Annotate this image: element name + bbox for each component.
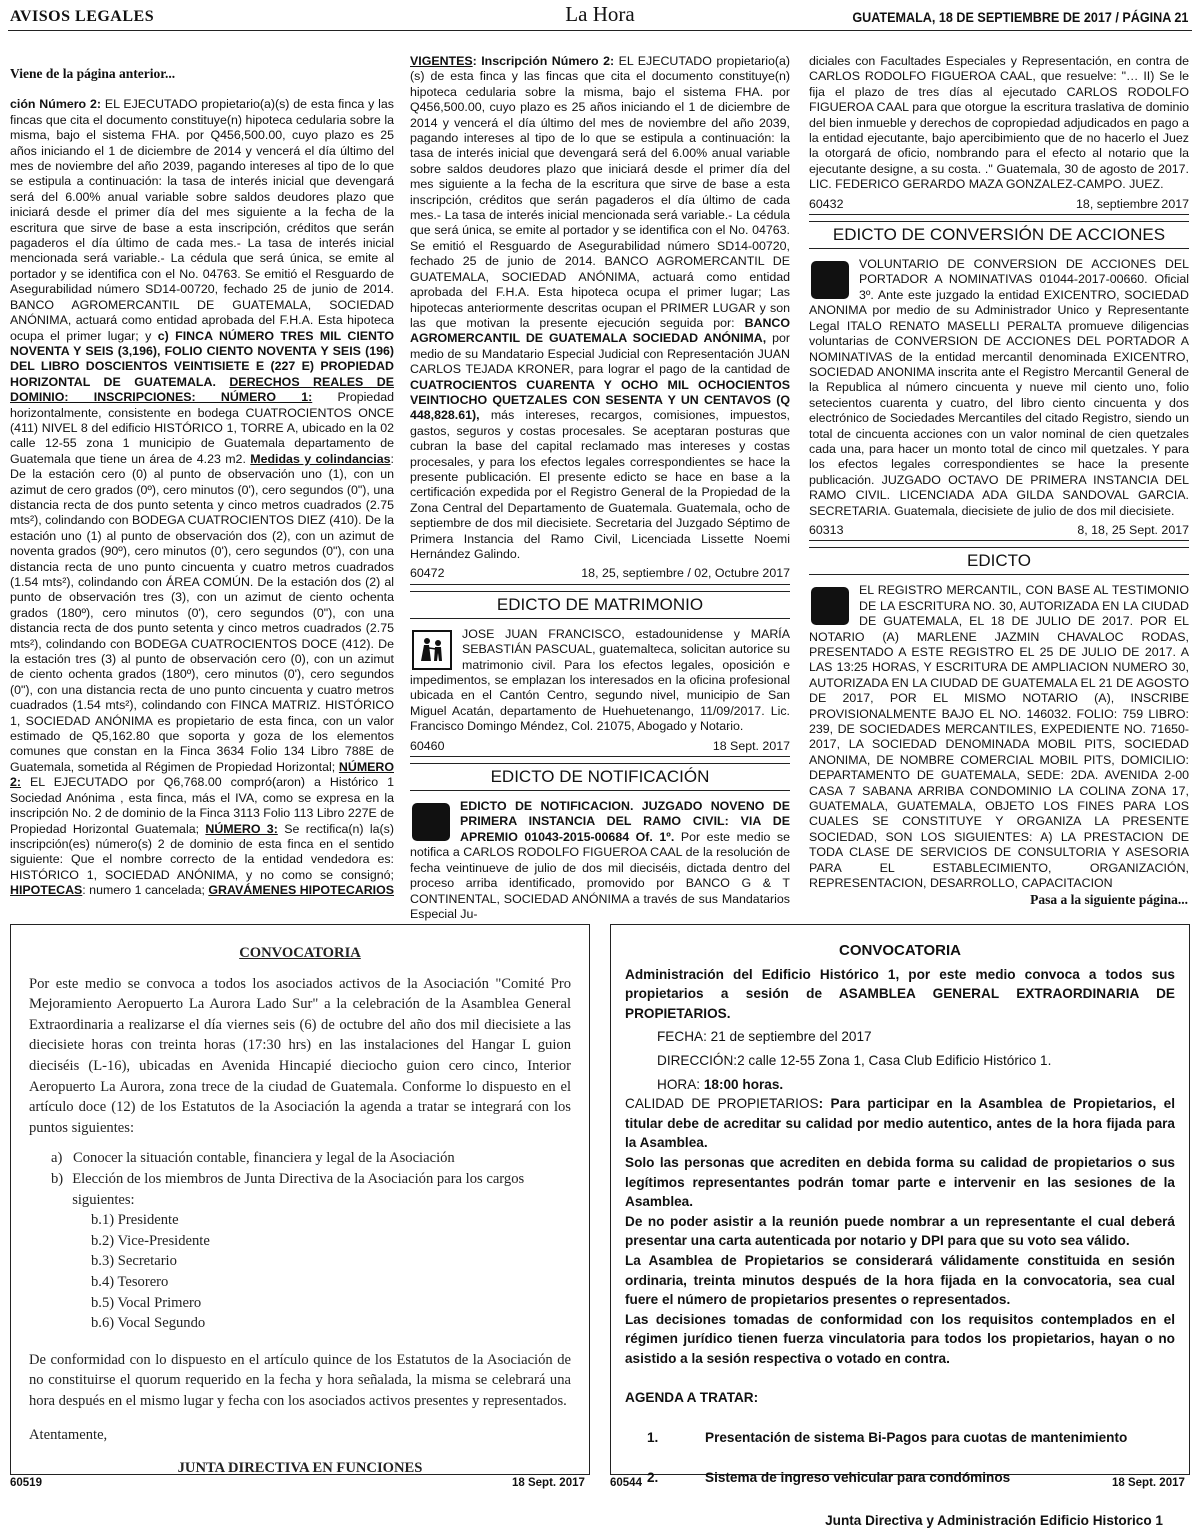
item-text: Conocer la situación contable, financiera y legal de la Asociación	[73, 1150, 455, 1167]
hora-line	[657, 1075, 1175, 1095]
body-text: EL REGISTRO MERCANTIL, CON BASE AL TESTIMONIO DE LA ESCRITURA NO. 30, AUTORIZADA EN LA CIUDAD DE GUATEMALA, EL 18 DE JULIO DE 2017. POR EL NOTARIO (A) MARLENE JAZMIN CHAVALOC RODAS, PRESENTADO A ESTE REGISTRO EL 25 DE JULIO DE 2017. A LAS 13:25 HORAS, Y ESCRITURA DE AMPLIACION NUMERO 30, AUTORIZADA EN LA CIUDAD DE GUATEMALA EL 21 DE AGOSTO DE 2017, POR EL MISMO NOTARIO (A), INSCRIBE PROVISIONALMENTE BAJO EL NO. 146032. FOLIO: 759 LIBRO: 239, DE SOCIEDADES MERCANTILES, EXPEDIENTE NO. 71650-2017, LA SOCIEDAD DENOMINADA MOBIL PITS, SOCIEDAD ANONIMA, DE NOMBRE COMERCIAL MOBIL PITS, DOMICILIO: DEPARTAMENTO DE GUATEMALA, SEDE: 2DA. AVENIDA 2-00 CASA 7 SABANA ARRIBA CONDOMINIO LA COLINA ZONA 17, GUATEMALA, GUATEMALA, OBJETO LOS FINES PARA LOS CUALES SE CONSTITUYE Y ORGANIZA LA PRESENTE SOCIEDAD, SON LOS SIGUIENTES: A) LA PRESTACION DE TODA CLASE DE SERVICIOS DE CONSULTORIA Y ASESORIA PARA EL ESTABLECIMIENTO, ORGANIZACIÓN, REPRESENTACION, DESARROLLO, CAPACITACION	[809, 583, 1189, 891]
underlined-heading: VIGENTES	[410, 54, 473, 68]
direccion-line	[657, 1051, 1175, 1071]
col3-paragraph-1: diciales con Facultades Especiales y Representación, en contra de CARLOS RODOLFO FIGUEROA CAAL, que resuelve: "… II) Se le fija el plazo de tres días al ejecutado CARLOS RODOLFO FIGUEROA CAAL para que otorgue la escritura traslativa de dominio del bien inmueble y derechos de copropiedad adjudicados en pago a la entidad ejecutante, bajo apercibimiento que de no hacerlo el Juez la otorgará de oficio, nombrando para el efecto al notario que la ejecutante designe, a su costa. ." Guatemala, 30 de agosto de 2017. LIC. FEDERICO GERARDO MAZA GONZALEZ-CAMPO. JUEZ.	[809, 54, 1189, 192]
bold-text: : Inscripción Número 2:	[472, 54, 615, 68]
calidad-paragraph	[625, 1094, 1175, 1153]
body-text: EL EJECUTADO por Q6,768.00 compró(aron) a Histórico 1 Sociedad Anónima , esta finca, más el IVA, como se expresa en la inscripción No. 2 de dominio de la Finca 3113 Folio 113 Libro 227E de Propiedad Horizontal Guatemala;	[10, 775, 394, 836]
sub-item: b.1) Presidente	[91, 1212, 179, 1229]
box-closing: De conformidad con lo dispuesto en el artículo quince de los Estatutos de la Asociación de no constituirse el quorum requerido en la fecha y hora señalada, la misma se celebrará una hora después en el mismo lugar y fecha con los asociados activos presentes y representados.	[29, 1351, 571, 1409]
box-regards: Atentamente,	[29, 1427, 108, 1444]
sub-item: b.5) Vocal Primero	[91, 1294, 202, 1311]
box-paragraph: Las decisiones tomadas de conformidad con los requisitos contemplados en el régimen jurídico tienen fuerza vinculatoria para todos los propietarios, hayan o no asistido a la sesión respectiva o votado en contra.	[625, 1311, 1175, 1366]
body-text: Se rectifica(n) la(s) inscripción(es) número(s) 2 de dominio de esta finca en el sentido siguiente: Que el nombre correcto de la entidad vendedora es: HISTÓRICO 1, SOCIEDAD ANÓNIMA, y no como se consignó;	[10, 821, 394, 882]
sub-item: b.2) Vice-Presidente	[91, 1232, 210, 1249]
ad-code-line	[809, 523, 1189, 541]
box-paragraph: Solo las personas que acrediten en debida forma su calidad de propietarios o sus legítimos representantes podrán tomar parte e intervenir en las sesiones de la Asamblea.	[625, 1154, 1175, 1210]
fecha-label: FECHA:	[657, 1029, 707, 1045]
footer-left-date: 18 Sept. 2017	[512, 1477, 585, 1489]
page-header	[0, 0, 1200, 36]
item-letter: a)	[51, 1150, 63, 1167]
edicto-notice	[809, 583, 1189, 891]
continued-from-label: Viene de la página anterior...	[10, 66, 176, 81]
section-title: AVISOS LEGALES	[10, 8, 155, 25]
agenda-number: 1.	[647, 1430, 659, 1446]
column-3	[809, 54, 1189, 896]
column-2	[410, 54, 791, 921]
underlined-heading: DERECHOS REALES DE DOMINIO: INSCRIPCIONES: NÚMERO 1:	[10, 374, 394, 405]
item-text: Elección de los miembros de Junta Directiva de la Asociación para los cargos siguientes:	[72, 1170, 525, 1208]
fecha-line	[657, 1027, 1175, 1047]
ad-code: 60460	[410, 738, 445, 753]
black-square-icon	[811, 261, 849, 299]
agenda-item	[625, 1428, 1175, 1448]
box-paragraph: De no poder asistir a la reunión puede nombrar a un representante el cual deberá presentar una carta autenticada por notario y DPI para que su voto sea válido.	[625, 1213, 1175, 1249]
ad-code-line	[410, 739, 790, 757]
notificacion-notice	[410, 799, 790, 922]
footer-right-code: 60544	[610, 1477, 642, 1489]
agenda-number: 2.	[647, 1469, 659, 1485]
date-page-label: GUATEMALA, 18 DE SEPTIEMBRE DE 2017 / PÁGINA 21	[851, 9, 1188, 25]
body-text: EL EJECUTADO propietario(a)(s) de esta finca y las fincas que cita el documento constituye(n) hipoteca cedularia sobre la misma, bajo el sistema FHA. por Q456,500.00, cuyo plazo es 25 años iniciando el 1 de diciembre de 2014 y vencerá el día último del mes de noviembre del año 2039, pagando intereses al tipo de lo que se estipula a continuación: la tasa de interés inicial que devengará será del 6.00% anual variable sobre saldos deudores plazo que iniciará desde el primer día del mes siguiente a la fecha de la escritura que sirve de base a esta inscripción, créditos que serán pagaderos el día último de cada mes.- La tasa de interés inicial mencionada será variable.- La cédula que será única, se emite al portador y se identifica con el No. 04763. Se emitió el Resguardo de Asegurabilidad número SD14-00720, fechado 25 de junio de 2014. BANCO AGROMERCANTIL DE GUATEMALA, SOCIEDAD ANÓNIMA, actuará como entidad aprobada del F.H.A. Esta hipoteca ocupa el primer lugar; Las hipotecas anteriormente descritas ocupan el PRIMER LUGAR y son las que motivan la presente ejecución seguida por:	[410, 54, 791, 330]
section-heading-conversion: EDICTO DE CONVERSIÓN DE ACCIONES	[809, 221, 1189, 249]
wedding-couple-icon	[412, 630, 452, 670]
direccion-value: 2 calle 12-55 Zona 1, Casa Club Edificio Histórico 1.	[737, 1052, 1052, 1068]
hora-label: HORA:	[657, 1076, 701, 1092]
ad-code: 60313	[809, 522, 844, 537]
body-text: Propiedad horizontalmente, consistente en bodega CUATROCIENTOS ONCE (411) NIVEL 8 del edificio HISTÓRICO 1, TORRE A, ubicado en la 02 calle 12-55 zona 1 municipio de Guatemala departamento de Guatemala que tiene un área de 4.23 m2.	[10, 390, 394, 466]
section-heading-notificacion: EDICTO DE NOTIFICACIÓN	[410, 763, 790, 791]
agenda-item	[51, 1148, 571, 1169]
ad-code: 60472	[410, 566, 445, 581]
section-heading-edicto: EDICTO	[809, 547, 1189, 575]
calidad-label: CALIDAD DE PROPIETARIOS	[625, 1096, 819, 1112]
newspaper-logo: La Hora	[565, 2, 635, 26]
ad-dates: 18 Sept. 2017	[712, 738, 790, 753]
conversion-notice	[809, 257, 1189, 519]
section-heading-matrimonio: EDICTO DE MATRIMONIO	[410, 591, 790, 619]
box-paragraph: La Asamblea de Propietarios se considerará válidamente constituida en sesión ordinaria, treinta minutos después de la hora fijada en la convocatoria, sea cual fuere el número de propietarios presentes o representados.	[625, 1252, 1175, 1308]
bold-text: CUATROCIENTOS CUARENTA Y OCHO MIL OCHOCIENTOS VEINTIOCHO QUETZALES CON SESENTA Y UN CENTAVOS (Q 448,828.61),	[410, 377, 790, 423]
body-text: EL EJECUTADO propietario(a)(s) de esta finca y las fincas que cita el documento constituye(n) hipoteca cedularia sobre la misma, bajo el sistema FHA. por Q456,500.00, cuyo plazo es 25 años iniciando el 1 de diciembre de 2014 y vencerá el día último del mes de noviembre del año 2039, pagando intereses al tipo de lo que se estipula a continuación: la tasa de interés inicial que devengará será del 6.00% anual variable sobre saldos deudores plazo que iniciará desde el primer día del mes siguiente a la fecha de la escritura que sirve de base a esta inscripción, créditos que serán pagaderos el día último de cada mes.- La tasa de interés inicial mencionada será variable.- La cédula que será única, se emite al portador y se identifica con el No. 04763. Se emitió el Resguardo de Asegurabilidad número SD14-00720, fechado 25 de junio de 2014. BANCO AGROMERCANTIL DE GUATEMALA, SOCIEDAD ANÓNIMA, actuará como entidad aprobada del F.H.A. Esta hipoteca ocupa el primer lugar; y	[10, 97, 394, 343]
hora-value: 18:00 horas.	[703, 1076, 784, 1092]
agenda-item	[51, 1169, 571, 1210]
ad-code: 60432	[809, 196, 844, 211]
agenda-item	[625, 1468, 1175, 1488]
underlined-heading: Medidas y colindancias	[250, 451, 391, 466]
matrimonio-notice	[410, 627, 790, 735]
body-text: Por este medio se notifica a CARLOS RODOLFO FIGUEROA CAAL de la resolución de fecha veintinueve de julio de dos mil dieciséis, dictada dentro del proceso arriba identificado, promovido por BANCO G & T CONTINENTAL, SOCIEDAD ANÓNIMA a través de sus Mandatarios Especial Ju-	[410, 829, 790, 921]
body-text: VOLUNTARIO DE CONVERSION DE ACCIONES DEL PORTADOR A NOMINATIVAS 01044-2017-00660. Oficial 3º. Ante este juzgado la entidad EXICENTRO, SOCIEDAD ANONIMA por medio de su Administrador Unico y Representante Legal ITALO RENATO MASELLI PERALTA promueve diligencias voluntarias de CONVERSION DE ACCIONES DEL PORTADOR A NOMINATIVAS de la entidad mercantil denominada EXICENTRO, SOCIEDAD ANONIMA inscrita ante el Registro Mercantil General de la Republica al número cincuenta y nueve mil ciento uno, folio setecientos cuarenta y cuatro, del libro ciento cincuenta y dos electrónico de Sociedades Mercantiles del citado Registro, siendo un total de cincuenta acciones con un valor nominal de cien quetzales cada una, para hacer un monto total de cinco mil quetzales. Y para los efectos legales correspondientes se hace la presente publicación. JUZGADO OCTAVO DE PRIMERA INSTANCIA DEL RAMO CIVIL. LICENCIADA ADA GILDA SANDOVAL GARCIA. SECRETARIA. Guatemala, diecisiete de julio de dos mil diecisiete.	[809, 257, 1189, 518]
header-rule	[8, 30, 1192, 31]
body-text: JOSE JUAN FRANCISCO, estadounidense y MARÍA SEBASTIÁN PASCUAL, guatemalteca, solicitan autorice su matrimonio civil. Para los efectos legales, oposición e impedimentos, se emplazan los interesados en la oficina profesional ubicada en el Cantón Centro, segundo nivel, municipio de San Miguel Acatán, departamento de Huehuetenango, 11/09/2017. Lic. Francisco Domingo Méndez, Col. 21075, Abogado y Notario.	[410, 626, 790, 734]
convocatoria-asociacion-box	[10, 924, 590, 1475]
agenda-text: Presentación de sistema Bi-Pagos para cuotas de mantenimiento	[705, 1430, 1128, 1446]
underlined-heading: HIPOTECAS	[10, 883, 83, 898]
ad-dates: 18, 25, septiembre / 02, Octubre 2017	[581, 566, 790, 581]
sub-item: b.3) Secretario	[91, 1253, 177, 1270]
sub-item: b.4) Tesorero	[91, 1273, 169, 1290]
ad-code-line	[410, 566, 790, 584]
box-title: CONVOCATORIA	[239, 945, 361, 961]
agenda-text: Sistema de ingreso vehicular para condóminos	[705, 1469, 1011, 1485]
body-text: : numero 1 cancelada;	[82, 883, 205, 898]
bold-text: EDICTO DE NOTIFICACION. JUZGADO NOVENO DE PRIMERA INSTANCIA DEL RAMO CIVIL: VIA DE APREMIO 01043-2015-00684 Of. 1º.	[460, 799, 790, 844]
lead-text: ción Número 2:	[10, 97, 101, 112]
column-1	[10, 50, 395, 898]
col2-paragraph-1	[410, 54, 790, 562]
ad-dates: 18, septiembre 2017	[1076, 196, 1189, 211]
fecha-value: 21 de septiembre del 2017	[710, 1029, 872, 1045]
black-square-icon	[412, 803, 450, 841]
direccion-label: DIRECCIÓN:	[657, 1052, 738, 1068]
box-intro: Administración del Edificio Histórico 1, por este medio convoca a todos sus propietarios a sesión de ASAMBLEA GENERAL EXTRAORDINARIA DE PROPIETARIOS.	[625, 966, 1175, 1021]
body-text: : De la estación cero (0) al punto de observación uno (1), con un azimut de cero grados (0º), cero minutos (0'), cero segundos (0"), una distancia recta de dos punto setenta y cinco metros cuadrados (2.75 mts²), colindando con BODEGA CUATROCIENTOS DIEZ (410). De la estación uno (1) al punto de observación dos (2), con un azimut de noventa grados (90º), cero minutos (0'), cero segundos (0"), con una distancia recta de uno punto cincuenta y cuatro metros cuadrados (1.54 mts²), colindando con ÁREA COMÚN. De la estación dos (2) al punto de observación tres (3), con un azimut de ciento ochenta grados (180º), cero minutos (0'), cero segundos (0"), con una distancia recta de dos punto setenta y cinco metros cuadrados (2.75 mts²), colindando con BODEGA CUATROCIENTOS DOCE (412). De la estación tres (3) al punto de observación cero (0), con un azimut de ciento ochenta grados (180º), cero minutos (0'), cero segundos (0"), con una distancia recta de uno punto cincuenta y cuatro metros cuadrados (1.54 mts²), colindando con FINCA MATRIZ. HISTÓRICO 1, SOCIEDAD ANÓNIMA es propietario de esta finca, con un valor estimado de Q5,162.80 que soporta y goza de los elementos comunes que constan en la Finca 3634 Folio 134 Libro 788E de Guatemala, sometida al Régimen de Propiedad Horizontal;	[10, 451, 394, 774]
sub-item: b.6) Vocal Segundo	[91, 1315, 206, 1332]
black-square-icon	[811, 587, 849, 625]
ad-code-line	[809, 197, 1189, 215]
box-signature: JUNTA DIRECTIVA EN FUNCIONES	[177, 1460, 423, 1477]
bold-text: c) FINCA NÚMERO TRES MIL CIENTO NOVENTA Y SEIS (3,196), FOLIO CIENTO NOVENTA Y SEIS (196) DEL LIBRO DOSCIENTOS VEINTISIETE E (227 E) PROPIEDAD HORIZONTAL DE GUATEMALA.	[10, 328, 394, 389]
ad-dates: 8, 18, 25 Sept. 2017	[1077, 522, 1189, 537]
agenda-title: AGENDA A TRATAR:	[625, 1390, 759, 1406]
continued-next-page-label: Pasa a la siguiente página...	[1030, 892, 1188, 907]
col1-paragraph-1	[10, 97, 394, 898]
item-letter: b)	[51, 1170, 64, 1187]
box-title: CONVOCATORIA	[839, 942, 961, 959]
bold-text: BANCO AGROMERCANTIL DE GUATEMALA SOCIEDAD ANÓNIMA,	[410, 315, 790, 346]
footer-right-date: 18 Sept. 2017	[1112, 1477, 1185, 1489]
box-signature: Junta Directiva y Administración Edificio Historico 1	[825, 1513, 1163, 1529]
body-text: más intereses, recargos, comisiones, impuestos, gastos, seguros y costas procesales. Se aceptaran posturas que cubran la base del capital reclamado mas intereses y costas procesales, y para los efectos legales correspondientes se hace la presente publicación. El presente edicto se hace en base a la certificación expedida por el Registro General de la Propiedad de la Zona Central del Departamento de Guatemala. Guatemala, ocho de septiembre de dos mil diecisiete. Secretaria del Juzgado Séptimo de Primera Instancia del Ramo Civil, Licenciada Lissette Noemi Hernández Galindo.	[410, 408, 790, 561]
underlined-heading: GRAVÁMENES HIPOTECARIOS	[208, 883, 395, 898]
footer-left-code: 60519	[10, 1477, 42, 1489]
underlined-heading: NÚMERO 3:	[205, 821, 278, 836]
underlined-heading: NÚMERO 2:	[10, 759, 394, 790]
box-intro: Por este medio se convoca a todos los asociados activos de la Asociación "Comité Pro Mejoramiento Aeropuerto La Aurora Lado Sur" a la celebración de la Asamblea General Extraordinaria a realizarse el día viernes seis (6) de octubre del año dos mil diecisiete a las diecisiete horas con treinta horas (17:30 hrs) en las instalaciones del Hangar L guion dieciséis (L-16), ubicadas en Avenida Hincapié dieciocho guion cero cinco, Interior Aeropuerto La Aurora, zona trece de la ciudad de Guatemala. Conforme lo dispuesto en el artículo doce (12) de los Estatutos de la Asociación la agenda a tratar se integrará con los puntos siguientes:	[29, 975, 571, 1136]
calidad-text: : Para participar en la Asamblea de Propietarios, el titular debe de acreditar su calidad por medio autentico, antes de la hora fijada para la Asamblea.	[625, 1096, 1176, 1151]
body-text: por medio de su Mandatario Especial Judicial con Representación JUAN CARLOS TEJADA KRONER, para lograr el pago de la cantidad de	[410, 331, 790, 377]
